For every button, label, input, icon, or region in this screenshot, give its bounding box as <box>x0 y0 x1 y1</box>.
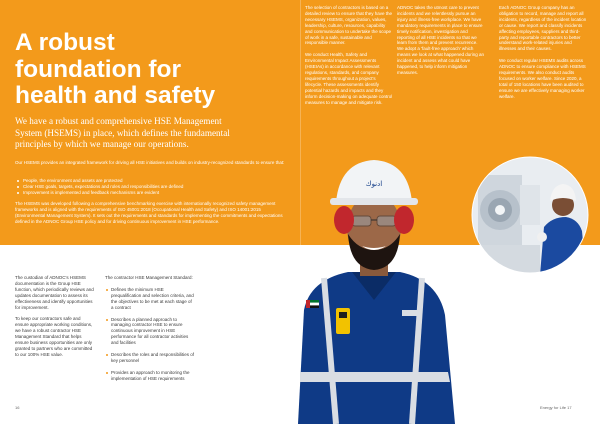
page-footer-right: Energy for Life 17 <box>540 405 572 410</box>
page-number-left: 16 <box>15 405 20 410</box>
paragraph: We conduct regular HSEMS audits across ADNOC to ensure compliance with HSEMS requirements. We also conduct audits focused on worker welfare. Since 2020, a total of 150 locations have been audited to ensure we are effectively managing worker welfare. <box>499 58 586 99</box>
intro-paragraph: Our HSEMS provides an integrated framework for driving all HSE initiatives and builds on industry-recognized standards to ensure that: <box>15 160 285 165</box>
list-item: Describes a planned approach to managing contractor HSE to ensure continuous improvement in HSE performance for all contractor activities and facilities <box>105 317 195 347</box>
paragraph: ADNOC takes the utmost care to prevent incidents and we relentlessly pursue an injury and illness-free workplace. We have mandatory requirements in place to ensure timely notification, investigation and reporting of all HSE incidents so that we learn from them and prevent recurrence. We adopt a 'fault-free approach' which means we look at what happened during an incident and assess what could have happened, to help inform mitigation measures. <box>397 5 485 75</box>
contractor-standard-list <box>105 287 195 382</box>
lead-paragraph <box>15 116 277 151</box>
paragraph: We conduct Health, Safety and Environmental Impact Assessments (HSEIAs) in accordance with relevant regulations, standards, and company requirements throughout a project's lifecycle. These assessments identify potential hazards and impacts and they inform decision-making on adequate control measures to manage and mitigate risk. <box>305 52 393 105</box>
bullet-item: Clear HSE goals, targets, expectations and roles and responsibilities are defined <box>15 184 285 190</box>
right-column-2 <box>397 5 485 82</box>
lead-line-3: principles by which we manage our operations. <box>15 139 189 149</box>
helmet-logo-text: ادنوك <box>365 180 383 188</box>
paragraph: Each ADNOC Group company has an obligation to record, manage and report all incidents, regardless of the incident location or cause. We report and classify incidents affecting employees, suppliers and third-party and reportable contractors to better understand work-related injuries and illnesses and their causes. <box>499 5 587 52</box>
paragraph: To keep our contractors safe and ensure appropriate working conditions, we have a robust contractor HSE Management Standard that helps ensure business opportunities are only granted to partners who are committed to our 100% HSE value. <box>15 316 93 357</box>
lab-circle-photo <box>470 155 590 275</box>
contractor-standard-column <box>105 275 195 388</box>
right-column-1 <box>305 5 393 112</box>
hsems-paragraph: The HSEMS was developed following a comprehensive benchmarking exercise with internationally recognized safety management frameworks and is aligned with the requirements of ISO 45001:2018 (Occupational Health and Safety) and ISO 14001:2015 (Environmental Management System). It sets out the requirements and standards for implementing the commitments and expectations defined in the ADNOC Group HSE policy and for driving continuous improvement in HSE performance. <box>15 201 283 224</box>
list-item: Provides an approach to monitoring the implementation of HSE requirements <box>105 370 195 382</box>
paragraph: The custodian of ADNOC's HSEMS documentation is the Group HSE function, which periodically reviews and updates documentation to assess its effectiveness and identify opportunities for improvement. <box>15 275 94 310</box>
bullet-item: Improvement is implemented and feedback mechanisms are evident <box>15 190 285 196</box>
lead-line-2: System (HSEMS) in place, which defines the fundamental <box>15 127 230 138</box>
right-column-3 <box>499 5 587 106</box>
title-line-2: foundation for <box>15 55 182 83</box>
hsems-bullets <box>15 178 285 196</box>
list-item: Describes the roles and responsibilities of key personnel <box>105 352 195 364</box>
custodian-column <box>15 275 95 364</box>
paragraph: The contractor HSE Management Standard: <box>105 275 193 280</box>
title-line-3: health and safety <box>15 82 216 109</box>
title-line-1: A robust <box>15 29 115 56</box>
list-item: Defines the minimum HSE prequalification and selection criteria, and the objectives to be met at each stage of a contract <box>105 287 195 311</box>
page-title <box>15 30 285 110</box>
bullet-item: People, the environment and assets are protected <box>15 178 285 184</box>
paragraph: The selection of contractors is based on a detailed review to ensure that they have the necessary HSEMS, organization, values, leadership, culture, resources, capability and communication to undertake the scope of work in a safe, sustainable and responsible manner. <box>305 5 393 46</box>
lead-line-1: We have a robust and comprehensive HSE Management <box>15 116 222 126</box>
worker-photo <box>290 150 455 424</box>
